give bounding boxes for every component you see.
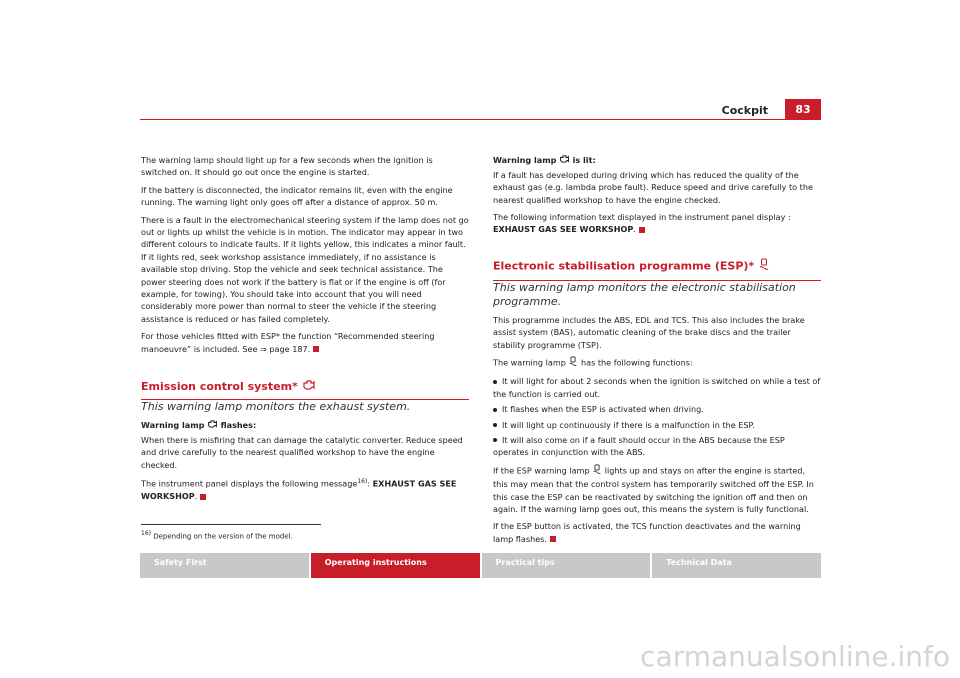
- paragraph: [493, 464, 821, 516]
- chapter-tabs: [140, 553, 821, 578]
- paragraph-text: If the ESP warning lamp: [493, 465, 590, 476]
- section-end-marker: [550, 536, 556, 542]
- paragraph: If the battery is disconnected, the indicator remains lit, even with the engine running. The warning light only goes off after a distance of approx. 50 m.: [141, 184, 453, 208]
- footnote-reference: 16): [357, 478, 368, 486]
- paragraph: [493, 520, 821, 545]
- esp-skid-icon: [758, 258, 770, 275]
- cross-reference-arrow: ⇒: [260, 343, 267, 354]
- label-text: Warning lamp: [141, 420, 205, 431]
- paragraph: If a fault has developed during driving which has reduced the quality of the exhaust gas (e.g. lambda probe fault). Reduce speed and drive carefully to the nearest qualified workshop to have the engine checked.: [493, 169, 813, 205]
- bullet-icon: [493, 408, 497, 412]
- left-column: [141, 154, 469, 508]
- section-title: Electronic stabilisation programme (ESP)*: [493, 259, 755, 273]
- section-subtitle: This warning lamp monitors the exhaust system.: [141, 400, 411, 414]
- list-item-text: It will also come on if a fault should occur in the ABS because the ESP operates in conjunction with the ABS.: [493, 434, 785, 458]
- page-number: 83: [785, 99, 821, 119]
- paragraph: [141, 419, 469, 432]
- section-end-marker: [639, 227, 645, 233]
- section-heading: [493, 258, 821, 309]
- list-item: [493, 419, 821, 431]
- paragraph: When there is misfiring that can damage the catalytic converter. Reduce speed and drive carefully to the nearest qualified workshop to have the engine checked.: [141, 434, 463, 470]
- engine-warning-icon: [559, 154, 570, 166]
- section-subtitle: This warning lamp monitors the electronic stabilisation programme.: [493, 280, 796, 308]
- page-section-title: Cockpit: [721, 104, 768, 117]
- display-message: EXHAUST GAS SEE WORKSHOP: [493, 224, 634, 235]
- paragraph-text: :: [367, 478, 373, 489]
- paragraph: [141, 330, 469, 355]
- list-item: [493, 375, 821, 400]
- header-divider: [140, 119, 821, 120]
- section-heading: [141, 380, 469, 414]
- watermark: carmanualsonline.info: [640, 640, 950, 673]
- bullet-icon: [493, 423, 497, 427]
- paragraph: [493, 154, 821, 167]
- paragraph-text: The following information text displayed in the instrument panel display :: [493, 211, 791, 222]
- tab-practical-tips[interactable]: Practical tips: [482, 553, 651, 578]
- paragraph-text: has the following functions:: [581, 357, 693, 368]
- list-item: [493, 403, 821, 415]
- page-link[interactable]: page 187.: [266, 343, 311, 354]
- paragraph-text: For those vehicles fitted with ESP* the function “Recommended steering manoeuvre” is included. See: [141, 331, 435, 354]
- paragraph-text: The instrument panel displays the following message: [141, 478, 358, 489]
- bullet-icon: [493, 438, 497, 442]
- list-item-text: It will light up continuously if there is a malfunction in the ESP.: [502, 419, 755, 430]
- engine-warning-icon: [207, 419, 218, 431]
- bullet-list: [493, 375, 821, 458]
- paragraph: [493, 356, 821, 370]
- right-column: [493, 154, 821, 550]
- label-text: is lit:: [572, 155, 596, 165]
- esp-skid-icon: [592, 464, 602, 478]
- section-title: Emission control system*: [141, 380, 298, 394]
- paragraph-text: If the ESP button is activated, the TCS function deactivates and the warning lamp flashes.: [493, 521, 801, 544]
- section-end-marker: [200, 494, 206, 500]
- engine-warning-icon: [302, 380, 316, 394]
- label-text: Warning lamp: [493, 155, 557, 165]
- paragraph: The warning lamp should light up for a few seconds when the ignition is switched on. It should go out once the engine is started.: [141, 155, 433, 178]
- list-item-text: It flashes when the ESP is activated when driving.: [502, 404, 704, 415]
- bullet-icon: [493, 380, 497, 384]
- list-item-text: It will light for about 2 seconds when the ignition is switched on while a test of the function is carried out.: [493, 376, 821, 399]
- paragraph: [493, 211, 821, 236]
- paragraph: This programme includes the ABS, EDL and TCS. This also includes the brake assist system (BAS), automatic cleaning of the brake discs and the trailer stability programme (TSP).: [493, 314, 805, 350]
- tab-safety-first[interactable]: Safety First: [140, 553, 309, 578]
- tab-operating-instructions[interactable]: Operating instructions: [311, 553, 480, 578]
- display-message: EXHAUST GAS SEE WORKSHOP: [141, 478, 457, 502]
- paragraph: There is a fault in the electromechanical steering system if the lamp does not go out or lights up whilst the vehicle is in motion. The indicator may appear in two different colours to indicate faults. If it lights yellow, this indicates a minor fault. If it lights red, seek workshop assistance immediately, if no assistance is available stop driving. Stop the vehicle and seek technical assistance. The power steering does not work if the battery is flat or if the engine is off (for example, for towing). You should take into account that you will need considerably more power than normal to steer the vehicle if the steering assistance is reduced or has failed completely.: [141, 214, 469, 324]
- label-text: flashes:: [220, 420, 257, 431]
- paragraph-text: .: [194, 491, 198, 502]
- paragraph-text: lights up and stays on after the engine is started, this may mean that the control system has temporarily switched off the ESP. In this case the ESP can be reactivated by switching the ignition off and then on again. If the warning lamp goes out, this means the system is fully functional.: [493, 465, 814, 515]
- tab-technical-data[interactable]: Technical Data: [652, 553, 821, 578]
- footnote-text: Depending on the version of the model.: [153, 532, 293, 541]
- paragraph: [141, 476, 469, 503]
- section-end-marker: [313, 346, 319, 352]
- paragraph-text: .: [633, 224, 636, 235]
- footnote: [141, 530, 293, 540]
- esp-skid-icon: [568, 356, 578, 370]
- footnote-mark: 16): [141, 530, 151, 537]
- paragraph-text: The warning lamp: [493, 357, 566, 368]
- list-item: [493, 434, 821, 459]
- footnote-divider: [141, 524, 321, 525]
